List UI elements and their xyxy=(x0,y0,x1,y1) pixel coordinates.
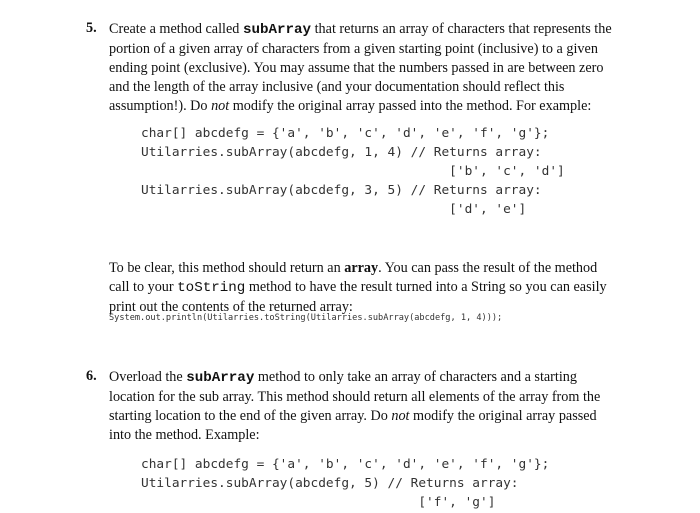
question-5-number: 5. xyxy=(86,20,97,36)
method-name: subArray xyxy=(186,370,255,386)
code-line: Utilarries.subArray(abcdefg, 3, 5) // Returns array: xyxy=(141,183,542,198)
question-6-code-example xyxy=(141,455,549,512)
code-line: Utilarries.subArray(abcdefg, 5) // Returns array: xyxy=(141,476,519,491)
println-code: System.out.println(Utilarries.toString(Utilarries.subArray(abcdefg, 1, 4))); xyxy=(109,313,503,323)
code-line: ['b', 'c', 'd'] xyxy=(141,164,565,179)
question-5-code-example xyxy=(141,124,565,219)
question-5-text: Create a method called subArray that returns an array of characters that represents the portion of a given array of characters from a given starting point (inclusive) to a given ending point (exclusive). You may assume that the numbers passed in are between zero and the length of the array inclusive (and your documentation should reflect this assumption!). Do not modify the original array passed into the method. For example: xyxy=(109,21,612,114)
method-name: subArray xyxy=(242,22,312,38)
code-line: ['f', 'g'] xyxy=(141,495,496,510)
code-line: char[] abcdefg = {'a', 'b', 'c', 'd', 'e', 'f', 'g'}; xyxy=(141,126,550,141)
code-line: ['d', 'e'] xyxy=(141,202,527,217)
code-line: char[] abcdefg = {'a', 'b', 'c', 'd', 'e', 'f', 'g'}; xyxy=(141,457,550,472)
clarification-text: To be clear, this method should return an array. You can pass the result of the method call to your toString method to have the result turned into a String so you can easily print out the contents of the returned array: xyxy=(109,260,607,315)
question-6-number: 6. xyxy=(86,368,97,384)
question-6-text: Overload the subArray method to only take an array of characters and a starting location for the sub array. This method should return all elements of the array from the starting location to the end of the given array. Do not modify the original array passed into the method. Example: xyxy=(109,369,601,443)
code-line: Utilarries.subArray(abcdefg, 1, 4) // Returns array: xyxy=(141,145,542,160)
